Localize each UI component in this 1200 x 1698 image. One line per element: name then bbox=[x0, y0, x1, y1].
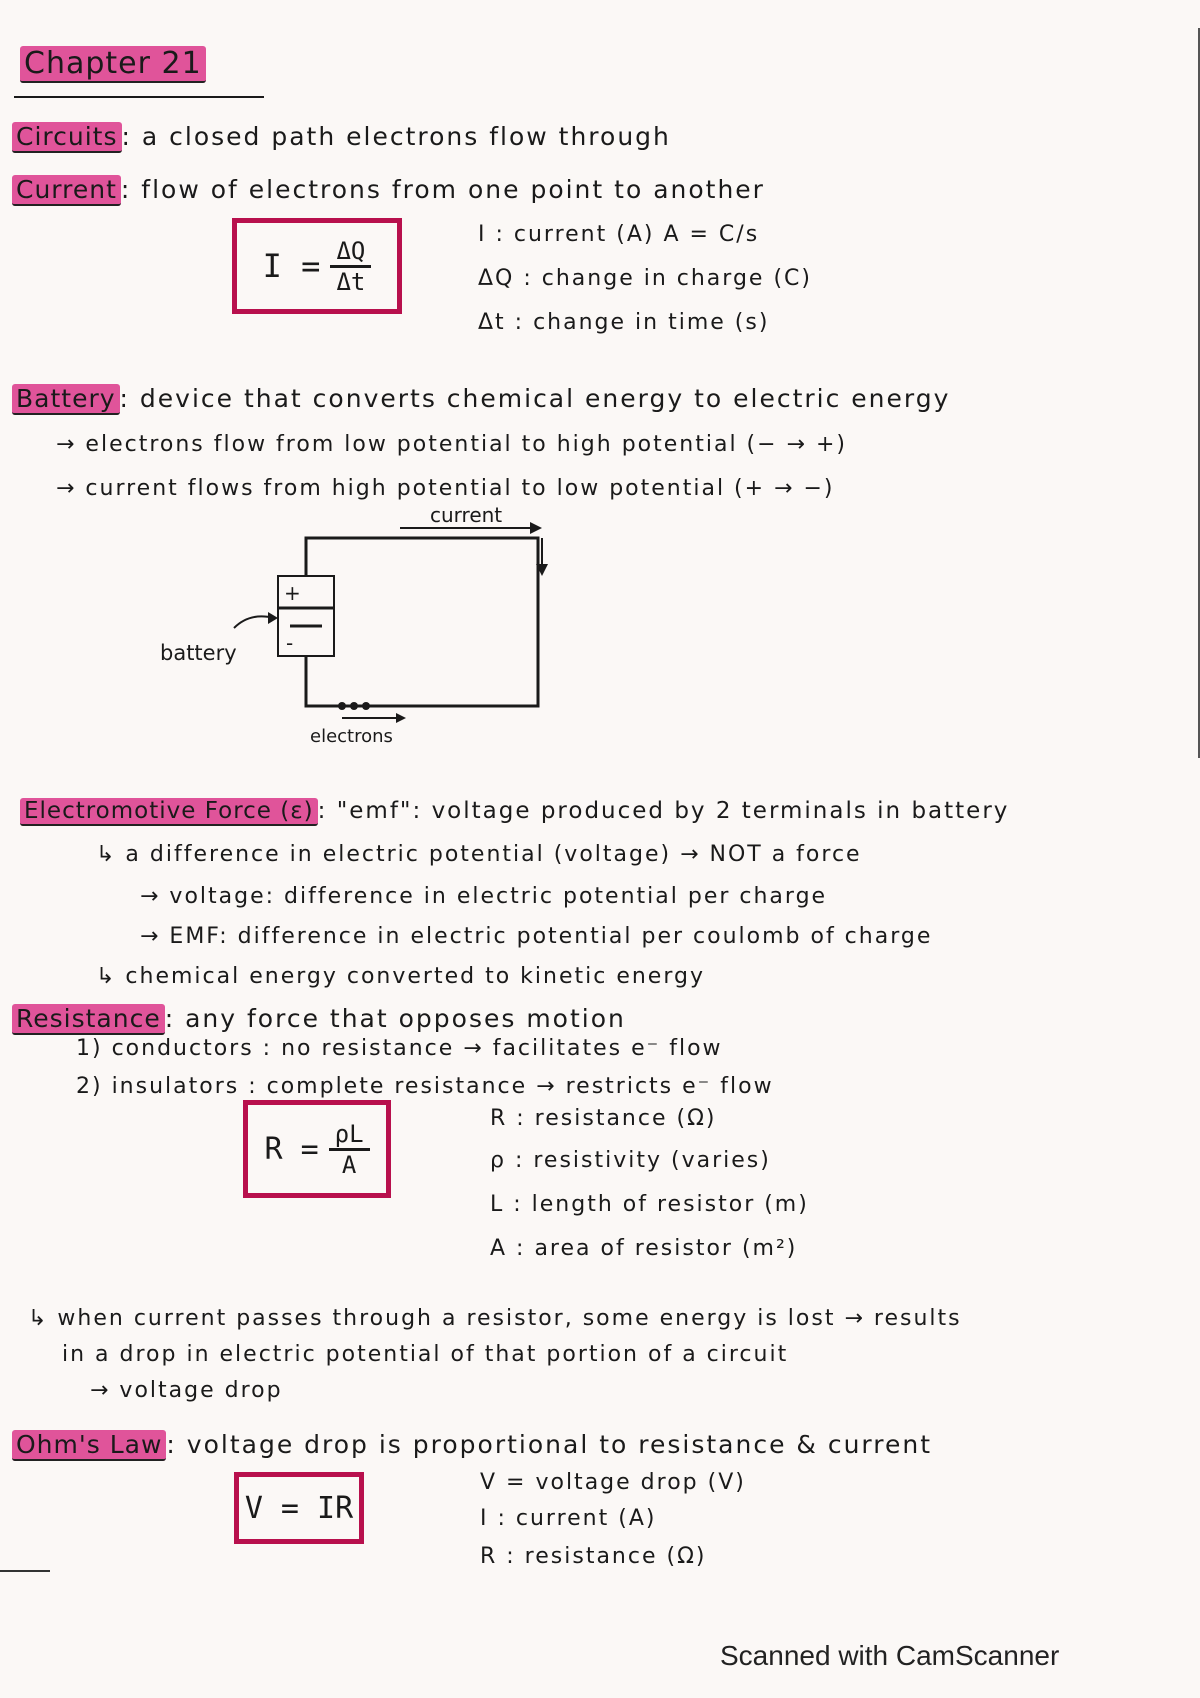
emf-point-3: ↳ chemical energy converted to kinetic energy bbox=[96, 964, 705, 989]
resistance-formula-denominator: A bbox=[341, 1150, 357, 1179]
resistance-note-0: ↳ when current passes through a resistor, some energy is lost → results bbox=[28, 1306, 962, 1331]
battery-point-1: → current flows from high potential to low potential (+ → −) bbox=[56, 476, 835, 501]
resistance-note-1: in a drop in electric potential of that portion of a circuit bbox=[62, 1342, 789, 1367]
resistance-point-1: 2) insulators : complete resistance → restricts e⁻ flow bbox=[76, 1074, 774, 1099]
emf-point-1: → voltage: difference in electric potential per charge bbox=[140, 884, 828, 909]
electrons-label: electrons bbox=[310, 726, 393, 747]
battery-minus-sign: - bbox=[286, 631, 294, 655]
title-underline bbox=[14, 96, 264, 98]
battery-term: Battery bbox=[12, 384, 120, 415]
resistance-line bbox=[12, 1004, 626, 1033]
resistance-formula-box bbox=[243, 1100, 391, 1198]
ohms-law-legend-1: I : current (A) bbox=[480, 1506, 657, 1531]
resistance-point-0: 1) conductors : no resistance → facilitates e⁻ flow bbox=[76, 1036, 723, 1061]
resistance-legend-0: R : resistance (Ω) bbox=[490, 1106, 717, 1131]
ohms-law-term: Ohm's Law bbox=[12, 1430, 166, 1461]
battery-label: battery bbox=[160, 641, 237, 665]
emf-line bbox=[20, 798, 1009, 824]
current-formula-fraction bbox=[330, 237, 371, 296]
current-arrow-head bbox=[530, 522, 542, 534]
ohms-law-legend-2: R : resistance (Ω) bbox=[480, 1544, 707, 1569]
current-formula-numerator: ΔQ bbox=[330, 237, 371, 268]
resistance-formula-numerator: ρL bbox=[329, 1120, 370, 1151]
battery-plus-sign: + bbox=[284, 581, 301, 605]
electron-dot bbox=[338, 702, 346, 710]
current-legend-1: ΔQ : change in charge (C) bbox=[478, 266, 812, 291]
battery-pointer-head bbox=[268, 612, 278, 624]
resistance-definition: : any force that opposes motion bbox=[164, 1004, 626, 1033]
circuits-line bbox=[12, 122, 671, 151]
battery-definition: : device that converts chemical energy to electric energy bbox=[119, 384, 951, 413]
resistance-legend-2: L : length of resistor (m) bbox=[490, 1192, 809, 1217]
current-definition: : flow of electrons from one point to another bbox=[120, 175, 765, 204]
emf-point-2: → EMF: difference in electric potential per coulomb of charge bbox=[140, 924, 933, 949]
circuit-wire bbox=[306, 538, 538, 706]
ohms-law-line bbox=[12, 1430, 932, 1459]
page-edge-bottom bbox=[0, 1570, 50, 1572]
resistance-legend-3: A : area of resistor (m²) bbox=[490, 1236, 798, 1261]
current-term: Current bbox=[12, 175, 121, 206]
emf-point-0: ↳ a difference in electric potential (voltage) → NOT a force bbox=[96, 842, 862, 867]
ohms-law-definition: : voltage drop is proportional to resistance & current bbox=[166, 1430, 933, 1459]
current-formula-denominator: Δt bbox=[336, 267, 366, 296]
circuit-diagram bbox=[150, 500, 570, 750]
electron-dot bbox=[362, 702, 370, 710]
scanner-watermark: Scanned with CamScanner bbox=[720, 1640, 1060, 1671]
current-legend-2: Δt : change in time (s) bbox=[478, 310, 770, 335]
emf-term: Electromotive Force (ε) bbox=[20, 798, 318, 826]
current-label: current bbox=[430, 503, 503, 527]
resistance-formula-fraction bbox=[329, 1120, 370, 1179]
circuits-definition: : a closed path electrons flow through bbox=[121, 122, 671, 151]
ohms-law-formula: V = IR bbox=[244, 1490, 354, 1526]
current-formula-box bbox=[232, 218, 402, 314]
electron-arrow-head bbox=[396, 713, 406, 723]
current-line bbox=[12, 175, 765, 204]
current-legend-0: I : current (A) A = C/s bbox=[478, 222, 760, 247]
ohms-law-formula-box bbox=[234, 1472, 364, 1544]
resistance-note-2: → voltage drop bbox=[90, 1378, 283, 1403]
resistance-formula-lhs: R = bbox=[264, 1131, 319, 1167]
battery-line bbox=[12, 384, 950, 413]
circuits-term: Circuits bbox=[12, 122, 122, 153]
chapter-title: Chapter 21 bbox=[20, 46, 206, 81]
resistance-legend-1: ρ : resistivity (varies) bbox=[490, 1148, 771, 1173]
emf-definition: : "emf": voltage produced by 2 terminals in battery bbox=[317, 798, 1010, 824]
ohms-law-legend-0: V = voltage drop (V) bbox=[480, 1470, 746, 1495]
current-formula-lhs: I = bbox=[262, 247, 321, 285]
battery-point-0: → electrons flow from low potential to high potential (− → +) bbox=[56, 432, 848, 457]
electron-dot bbox=[350, 702, 358, 710]
resistance-term: Resistance bbox=[12, 1004, 165, 1035]
